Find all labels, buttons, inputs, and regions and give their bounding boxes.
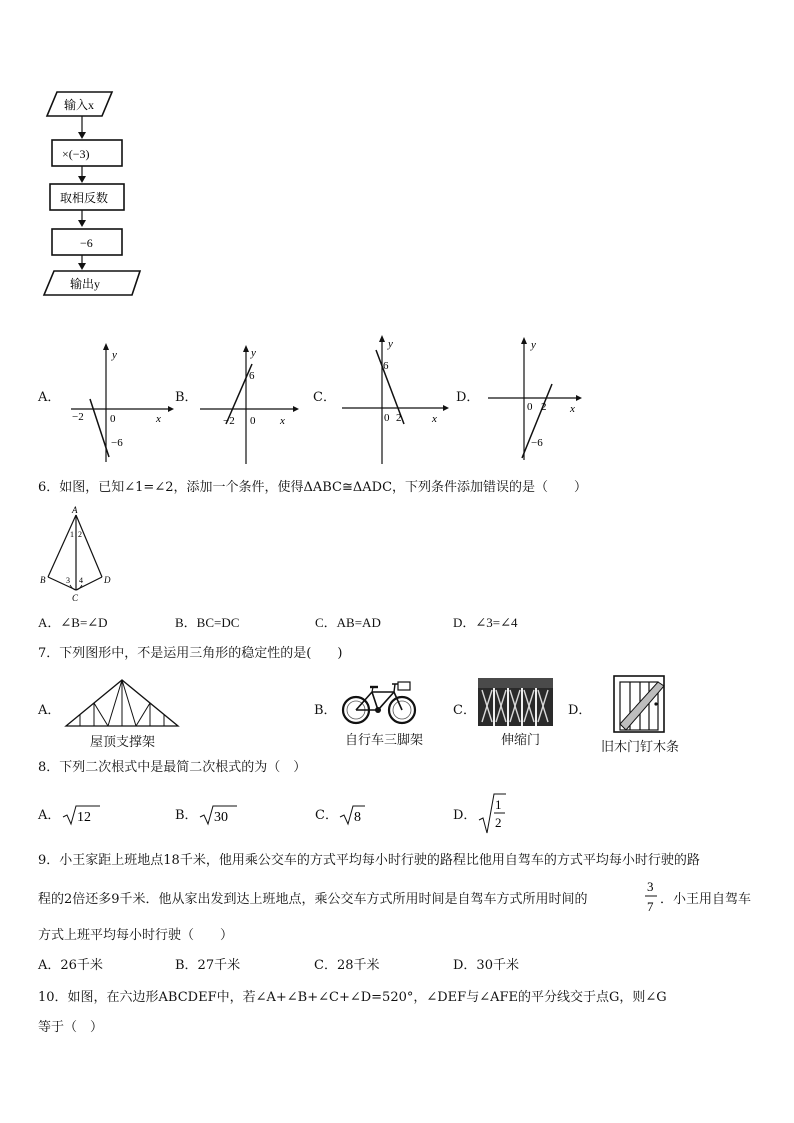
q7-option-d-letter: D． [568, 703, 592, 718]
svg-text:2: 2 [396, 412, 402, 424]
q7-option-a-letter: A． [38, 703, 61, 718]
svg-text:8: 8 [354, 810, 361, 825]
svg-text:−2: −2 [223, 415, 235, 427]
q9-option-a: A．26千米 [38, 958, 103, 973]
svg-text:6: 6 [249, 370, 255, 382]
q9-option-d: D．30千米 [453, 958, 519, 973]
svg-text:x: x [156, 413, 161, 425]
flowchart [40, 88, 150, 303]
svg-text:3: 3 [66, 576, 70, 585]
q7-caption-a: 屋顶支撑架 [90, 735, 156, 750]
flow-step-multiply: ×(−3) [62, 147, 90, 161]
q9-fraction [644, 879, 658, 915]
wooden-door-figure [612, 674, 668, 734]
svg-text:0: 0 [250, 415, 256, 427]
svg-text:0: 0 [384, 412, 390, 424]
flow-step-output: 输出y [70, 277, 101, 291]
q8-stem: 8．下列二次根式中是最简二次根式的为（ ） [38, 760, 307, 775]
q8-sqrt-b [199, 803, 239, 827]
q8-sqrt-a [62, 803, 102, 827]
flow-arrow-1 [78, 132, 86, 139]
q7-stem: 7．下列图形中，不是运用三角形的稳定性的是( ) [38, 646, 343, 661]
svg-text:2: 2 [541, 401, 547, 413]
svg-text:0: 0 [527, 401, 533, 413]
svg-text:D: D [104, 575, 111, 585]
q6-option-c: C．AB=AD [315, 615, 381, 630]
svg-text:3: 3 [647, 879, 654, 894]
roof-truss-figure [64, 678, 184, 730]
svg-text:−2: −2 [72, 411, 84, 423]
q8-sqrt-c [339, 803, 369, 827]
svg-text:7: 7 [647, 899, 654, 914]
svg-text:4: 4 [79, 576, 83, 585]
q7-option-c-letter: C． [453, 703, 476, 718]
svg-text:x: x [280, 415, 285, 427]
q8-option-a-letter: A． [38, 808, 61, 823]
svg-text:y: y [112, 349, 117, 361]
q8-sqrt-d [478, 792, 508, 836]
svg-text:x: x [570, 403, 575, 415]
q6-figure [38, 505, 128, 605]
q6-option-d: D．∠3=∠4 [453, 615, 518, 630]
q5-graph-a [66, 342, 176, 467]
svg-text:−6: −6 [531, 437, 543, 449]
svg-text:x: x [432, 413, 437, 425]
q8-option-d-letter: D． [453, 808, 477, 823]
q5-option-d-letter: D． [456, 390, 480, 405]
flow-arrow-3 [78, 220, 86, 227]
svg-text:y: y [251, 347, 256, 359]
svg-text:A: A [72, 505, 78, 515]
q5-graph-b [198, 342, 308, 467]
svg-text:−6: −6 [111, 437, 123, 449]
q5-option-c-letter: C． [313, 390, 336, 405]
q9-option-b: B．27千米 [175, 958, 241, 973]
svg-text:B: B [40, 575, 46, 585]
svg-text:C: C [72, 593, 79, 603]
q7-caption-d: 旧木门钉木条 [601, 740, 680, 755]
svg-text:y: y [531, 339, 536, 351]
svg-text:12: 12 [77, 810, 91, 825]
q6-option-a: A．∠B=∠D [38, 615, 108, 630]
q5-graph-d [486, 334, 596, 464]
flow-step-negate: 取相反数 [60, 191, 109, 205]
flow-arrow-2 [78, 176, 86, 183]
q5-option-b-letter: B． [175, 390, 198, 405]
svg-text:y: y [388, 338, 393, 350]
svg-text:30: 30 [214, 810, 228, 825]
q9-line-2b: ．小王用自驾车 [660, 892, 752, 907]
svg-text:2: 2 [78, 530, 82, 539]
folding-gate-figure [478, 678, 553, 726]
q5-option-a-letter: A． [38, 390, 61, 405]
q7-option-b-letter: B． [314, 703, 337, 718]
flow-arrow-4 [78, 263, 86, 270]
q9-line-2a: 程的2倍还多9千米．他从家出发到达上班地点，乘公交车方式所用时间是自驾车方式所用时间的 [38, 892, 588, 907]
q10-line-2: 等于（ ） [38, 1020, 104, 1035]
svg-text:1: 1 [70, 530, 74, 539]
q6-stem: 6．如图，已知∠1=∠2，添加一个条件，使得ΔABC≅ΔADC，下列条件添加错误的是（ ） [38, 480, 588, 495]
q6-option-b: B．BC=DC [175, 615, 240, 630]
q9-line-1: 9．小王家距上班地点18千米，他用乘公交车的方式平均每小时行驶的路程比他用自驾车的方式平均每小时行驶的路 [38, 853, 700, 868]
svg-text:0: 0 [110, 413, 116, 425]
q7-caption-c: 伸缩门 [501, 733, 541, 748]
q8-option-c-letter: C． [315, 808, 338, 823]
q9-option-c: C．28千米 [314, 958, 380, 973]
svg-text:6: 6 [383, 360, 389, 372]
flow-step-subtract: −6 [80, 236, 93, 250]
svg-text:1: 1 [495, 797, 502, 812]
q8-option-b-letter: B． [175, 808, 198, 823]
svg-text:2: 2 [495, 815, 502, 830]
bicycle-figure [340, 678, 420, 726]
q5-graph-c [340, 332, 460, 467]
flow-step-input: 输入x [64, 98, 95, 112]
q10-line-1: 10．如图，在六边形ABCDEF中，若∠A+∠B+∠C+∠D=520°，∠DEF与∠AFE的平分线交于点G，则∠G [38, 990, 667, 1005]
q7-caption-b: 自行车三脚架 [345, 733, 424, 748]
q9-line-3: 方式上班平均每小时行驶（ ） [38, 928, 234, 943]
